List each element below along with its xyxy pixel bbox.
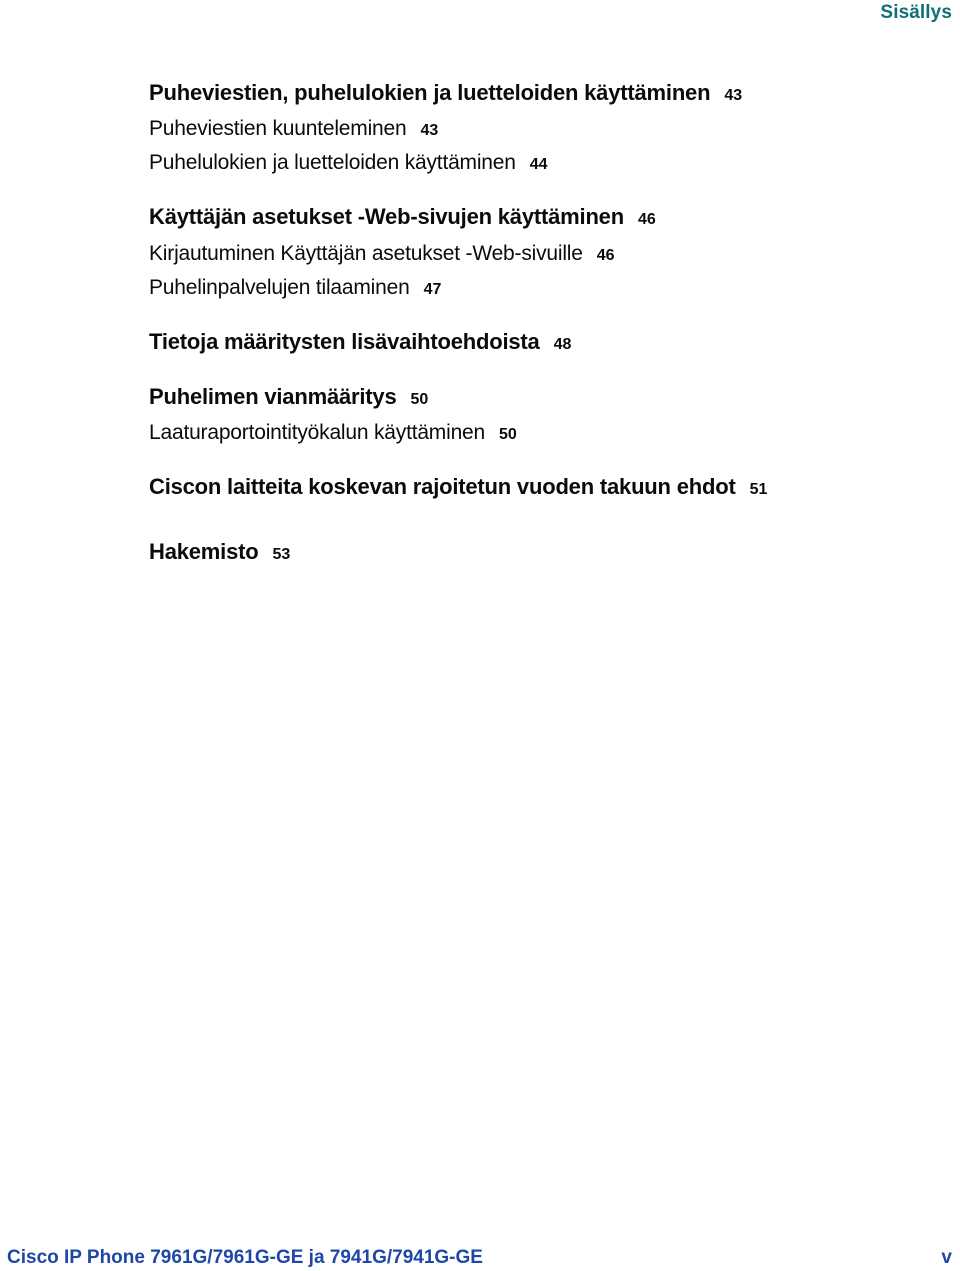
toc-entry-title: Laaturaportointityökalun käyttäminen <box>149 421 486 444</box>
toc-section-subscribe-services[interactable] <box>149 277 441 298</box>
toc-chapter-troubleshooting[interactable] <box>149 386 428 408</box>
footer-product-name: Cisco IP Phone 7961G/7961G-GE ja 7941G/7941G-GE <box>7 1247 483 1268</box>
toc-chapter-warranty[interactable] <box>149 476 767 498</box>
toc-entry-title: Puheviestien kuunteleminen <box>149 117 407 140</box>
toc-page-number: 44 <box>529 156 548 173</box>
toc-page-number: 53 <box>272 546 291 563</box>
footer-page-number: v <box>941 1247 952 1268</box>
toc-section-login-user-options[interactable] <box>149 243 615 264</box>
toc-page-number: 50 <box>410 391 429 408</box>
toc-page-number: 50 <box>499 426 517 443</box>
toc-entry-title: Puhelimen vianmääritys <box>149 384 397 409</box>
toc-section-call-logs[interactable] <box>149 152 548 173</box>
toc-entry-title: Hakemisto <box>149 539 259 564</box>
toc-entry-title: Kirjautuminen Käyttäjän asetukset -Web-sivuille <box>149 242 583 265</box>
toc-entry-title: Tietoja määritysten lisävaihtoehdoista <box>149 329 540 354</box>
toc-page-number: 43 <box>724 87 743 104</box>
toc-section-quality-reporting[interactable] <box>149 422 517 443</box>
toc-chapter-config-options[interactable] <box>149 331 571 353</box>
toc-page-number: 46 <box>637 211 656 228</box>
toc-page-number: 46 <box>596 247 615 264</box>
page-footer <box>7 1247 952 1269</box>
toc-page-number: 43 <box>420 122 439 139</box>
toc-entry-title: Puhelinpalvelujen tilaaminen <box>149 276 410 299</box>
toc-section-listen-voicemail[interactable] <box>149 118 438 139</box>
toc-page-number: 47 <box>423 281 442 298</box>
toc-chapter-user-options[interactable] <box>149 206 656 228</box>
toc-chapter-voicemail[interactable] <box>149 82 742 104</box>
toc-entry-title: Käyttäjän asetukset -Web-sivujen käyttäminen <box>149 204 624 229</box>
toc-entry-title: Puhelulokien ja luetteloiden käyttäminen <box>149 151 516 174</box>
toc-page-number: 51 <box>749 481 768 498</box>
toc-chapter-index[interactable] <box>149 541 290 563</box>
section-label: Sisällys <box>880 2 952 23</box>
toc-page-number: 48 <box>553 336 572 353</box>
toc-entry-title: Ciscon laitteita koskevan rajoitetun vuoden takuun ehdot <box>149 474 736 499</box>
toc-entry-title: Puheviestien, puhelulokien ja luetteloiden käyttäminen <box>149 80 711 105</box>
